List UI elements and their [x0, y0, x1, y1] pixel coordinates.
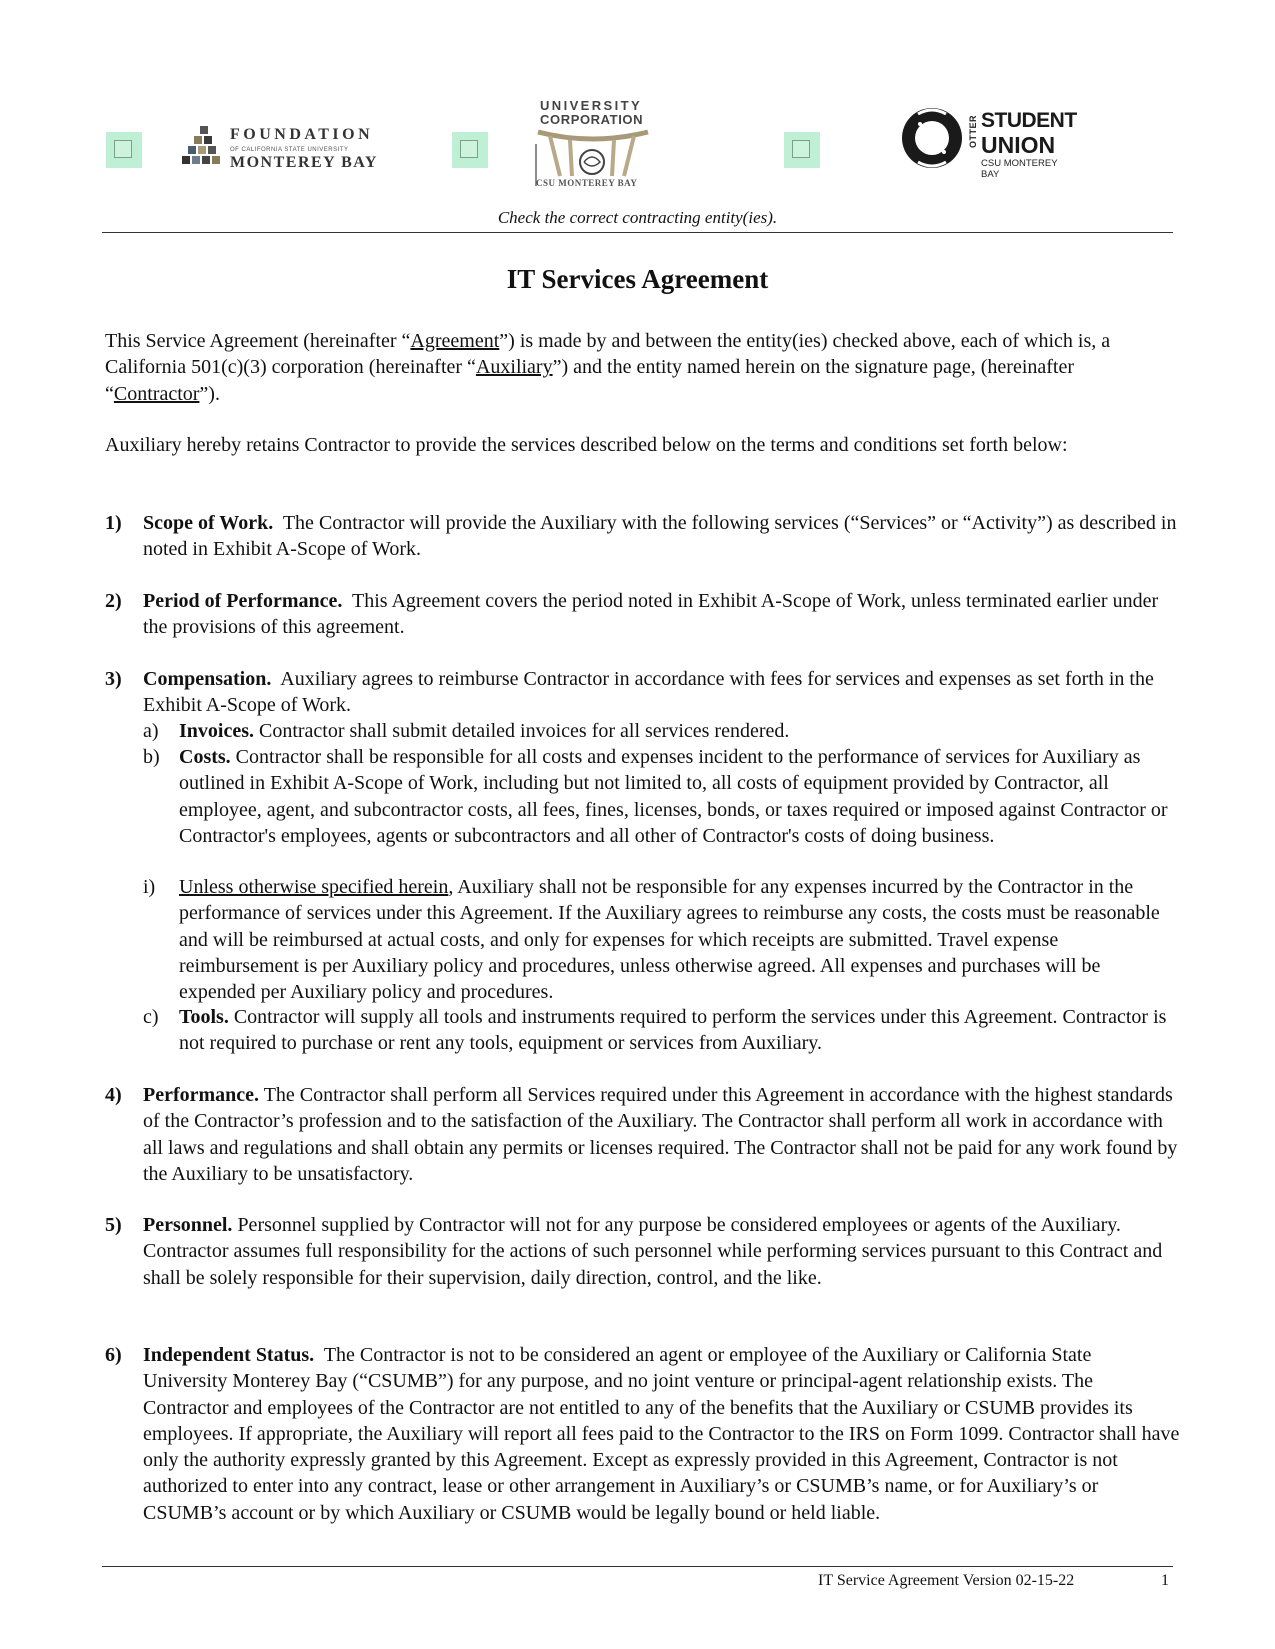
subsection-label: i) — [143, 876, 156, 898]
section-personnel — [105, 1212, 1180, 1291]
subsection-underlined: Unless otherwise specified herein — [179, 876, 449, 898]
term-contractor: Contractor — [113, 382, 200, 405]
section-text: The Contractor will provide the Auxiliary with the following services (“Services” or “Activity”) as described in noted in Exhibit A-Scope of Work. — [143, 512, 1177, 561]
section-heading: Performance. — [143, 1084, 260, 1106]
subsection-text: Contractor will supply all tools and instruments required to perform the services under this Agreement. Contractor is not required to purchase or rent any tools, equipment or services from Auxiliary. — [179, 1006, 1167, 1055]
section-text: Auxiliary agrees to reimburse Contractor in accordance with fees for services and expenses as set forth in the Exhibit A-Scope of Work. — [143, 668, 1154, 717]
document-title: IT Services Agreement — [506, 264, 769, 294]
subsection-text: Contractor shall submit detailed invoices for all services rendered. — [259, 720, 790, 742]
section-number: 6) — [105, 1344, 122, 1366]
student-union-logo-line3: CSU MONTEREY BAY — [981, 158, 1058, 180]
header-divider — [102, 232, 1173, 233]
foundation-logo — [182, 126, 382, 176]
foundation-checkbox[interactable] — [106, 132, 142, 168]
student-union-logo-line2: UNION — [981, 132, 1056, 158]
section-number: 3) — [105, 668, 122, 690]
section-text: The Contractor is not to be considered an agent or employee of the Auxiliary or California State University Monterey Bay (“CSUMB”) for any purpose, and no joint venture or principal-agent relationship exists. The Contractor and employees of the Contractor are not entitled to any of the benefits that the Auxiliary or CSUMB provides its employees. If appropriate, the Auxiliary will report all fees paid to the Contractor to the IRS on Form 1099. Contractor shall have only the authority expressly granted by this Agreement. Except as expressly provided in this Agreement, Contractor is not authorized to enter into any contract, lease or other arrangement in Auxiliary’s or CSUMB’s name, or for Auxiliary’s or CSUMB’s account or by which Auxiliary or CSUMB would be legally bound or held liable. — [143, 1344, 1180, 1524]
subsection-text: , Auxiliary shall not be responsible for any expenses incurred by the Contractor in the performance of services under this Agreement. If the Auxiliary agrees to reimburse any costs, the costs must be reasonable and will be reimbursed at actual costs, and only for expenses for which receipts are submitted. Travel expense reimbursement is per Auxiliary policy and procedures, unless otherwise agreed. All expenses and purchases will be expended per Auxiliary policy and procedures. — [179, 876, 1160, 1004]
intro-paragraph — [105, 328, 1180, 407]
section-number: 2) — [105, 590, 122, 612]
section-number: 4) — [105, 1084, 122, 1106]
foundation-logo-line1: FOUNDATION — [230, 126, 374, 143]
student-union-logo-vertical: OTTER — [968, 115, 978, 148]
subsection-tools — [143, 1004, 1180, 1057]
term-agreement: Agreement — [410, 330, 500, 352]
subsection-label: c) — [143, 1006, 159, 1028]
section-number: 1) — [105, 512, 122, 534]
section-text: Personnel supplied by Contractor will not for any purpose be considered employees or agents of the Auxiliary. Contractor assumes full responsibility for the actions of such personnel while performing services pursuant to this Contract and shall be solely responsible for their supervision, daily direction, control, and the like. — [143, 1214, 1163, 1289]
section-compensation — [105, 666, 1180, 719]
intro-text-a: This Service Agreement (hereinafter “ — [105, 330, 411, 352]
section-scope-of-work — [105, 510, 1180, 563]
student-union-checkbox[interactable] — [784, 132, 820, 168]
university-corp-logo-line1: UNIVERSITY — [540, 98, 643, 113]
section-text: This Agreement covers the period noted in Exhibit A-Scope of Work, unless terminated earlier under the provisions of this agreement. — [143, 590, 1159, 639]
footer-version: IT Service Agreement Version 02-15-22 — [818, 1572, 1075, 1589]
subsection-expenses — [143, 874, 1180, 1005]
section-heading: Compensation. — [143, 668, 272, 690]
page-number: 1 — [1161, 1572, 1169, 1589]
term-auxiliary: Auxiliary — [475, 356, 553, 379]
university-corp-logo — [530, 98, 660, 202]
subsection-text: Contractor shall be responsible for all costs and expenses incident to the performance of services for Auxiliary as outlined in Exhibit A-Scope of Work, including but not limited to, all costs of equipment provided by Contractor, all employee, agent, and subcontractor costs, all fees, fines, licenses, bonds, or taxes required or imposed against Contractor or Contractor's employees, agents or subcontractors and all other of Contractor's costs of doing business. — [179, 746, 1168, 847]
section-heading: Personnel. — [143, 1214, 233, 1236]
subsection-costs — [143, 744, 1180, 849]
building-blocks-icon — [182, 126, 226, 168]
section-text: The Contractor shall perform all Services required under this Agreement in accordance with the highest standards of the Contractor’s profession and to the satisfaction of the Auxiliary. The Contractor shall perform all work in accordance with all laws and regulations and shall obtain any permits or licenses required. The Contractor shall not be paid for any work found by the Auxiliary to be unsatisfactory. — [143, 1084, 1178, 1185]
subsection-invoices — [143, 718, 1180, 744]
intro-text-b: ”) is made by and between the entity(ies) checked above, each of which is, a California 501(c)(3) corporation (hereinafter “ — [105, 330, 1111, 379]
section-heading: Scope of Work. — [143, 512, 274, 534]
subsection-heading: Costs. — [179, 746, 231, 768]
subsection-label: a) — [143, 720, 159, 742]
foundation-logo-line2: OF CALIFORNIA STATE UNIVERSITY — [230, 147, 349, 153]
section-performance — [105, 1082, 1180, 1187]
student-union-logo-line1: STUDENT — [981, 109, 1077, 132]
retain-paragraph: Auxiliary hereby retains Contractor to provide the services described below on the terms and conditions set forth below: — [105, 434, 1068, 456]
section-period-of-performance — [105, 588, 1180, 641]
footer-divider — [102, 1566, 1173, 1567]
section-number: 5) — [105, 1214, 122, 1236]
university-corp-checkbox[interactable] — [452, 132, 488, 168]
university-corp-logo-line3: CSU MONTEREY BAY — [536, 178, 638, 188]
subsection-heading: Invoices. — [179, 720, 254, 742]
university-corp-logo-line2: CORPORATION — [540, 112, 644, 127]
foundation-logo-line3: MONTEREY BAY — [230, 154, 378, 171]
check-entity-note: Check the correct contracting entity(ies). — [497, 208, 778, 227]
otter-circle-icon — [898, 104, 966, 172]
subsection-label: b) — [143, 746, 160, 768]
student-union-logo — [898, 104, 1078, 180]
section-independent-status — [105, 1342, 1180, 1526]
intro-text-d: ”). — [199, 382, 220, 405]
section-heading: Independent Status. — [143, 1344, 315, 1366]
subsection-heading: Tools. — [179, 1006, 229, 1028]
section-heading: Period of Performance. — [143, 590, 343, 612]
intro-text-c: ”) and the entity named herein on the signature page, (hereinafter “ — [105, 356, 1075, 405]
